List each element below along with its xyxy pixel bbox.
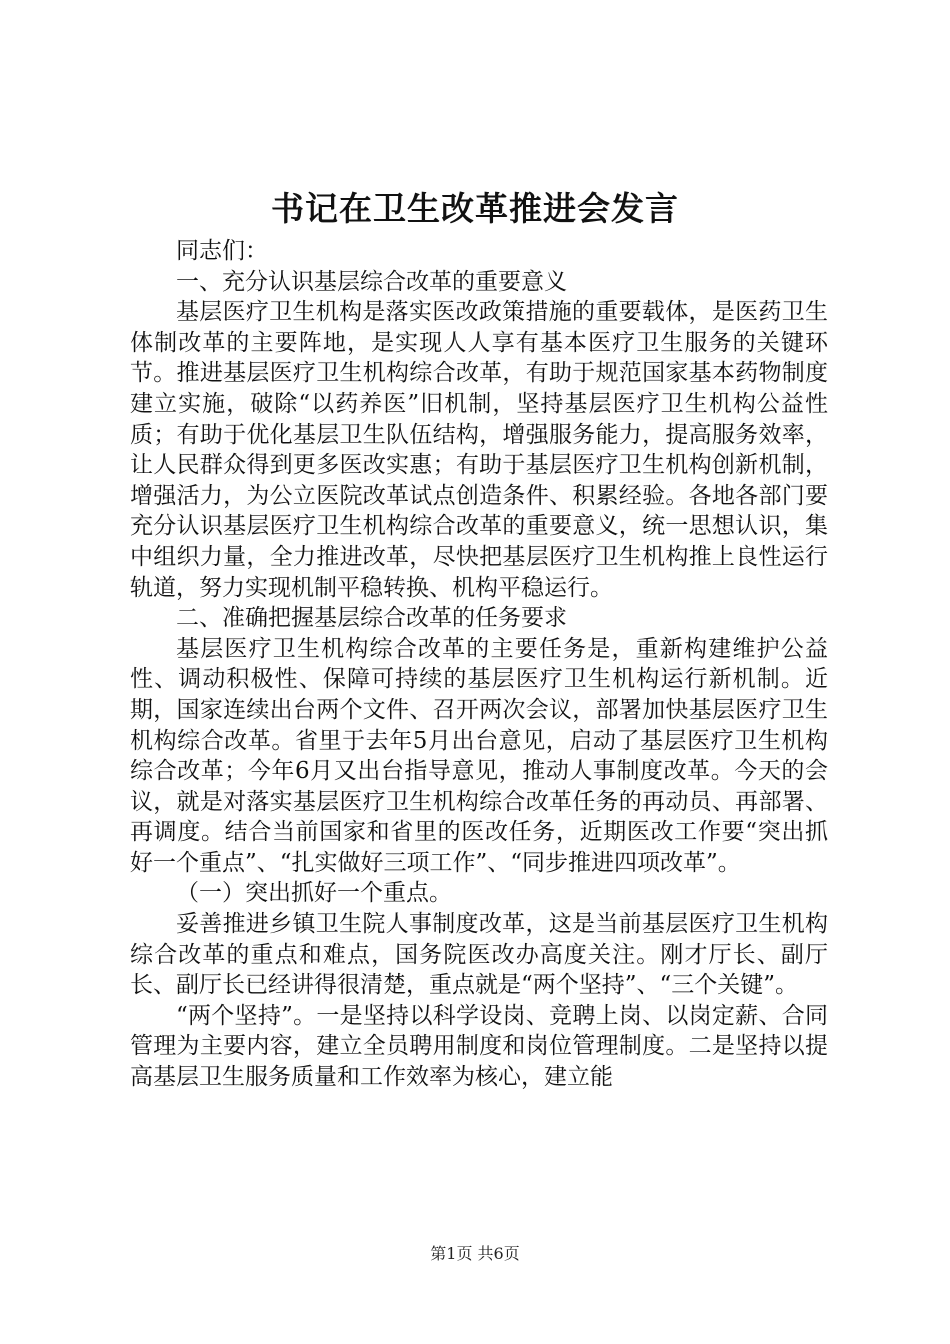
document-body <box>130 236 828 1093</box>
document-title: 书记在卫生改革推进会发言 <box>271 189 679 228</box>
section-heading-2: 二、准确把握基层综合改革的任务要求 <box>176 605 567 632</box>
subsection-heading-1: （一）突出抓好一个重点。 <box>176 880 452 907</box>
section-heading-1: 一、充分认识基层综合改革的重要意义 <box>176 268 567 295</box>
paragraph: 基层医疗卫生机构综合改革的主要任务是，重新构建维护公益性、调动积极性、保障可持续的基层医疗卫生机构运行新机制。近期，国家连续出台两个文件、召开两次会议，部署加快基层医疗卫生机构综合改革。省里于去年5月出台意见，启动了基层医疗卫生机构综合改革；今年6月又出台指导意见，推动人事制度改革。今天的会议，就是对落实基层医疗卫生机构综合改革任务的再动员、再部署、再调度。结合当前国家和省里的医改任务，近期医改工作要“突出抓好一个重点”、“扎实做好三项工作”、“同步推进四项改革”。 <box>130 635 828 876</box>
salutation: 同志们： <box>176 238 268 264</box>
paragraph: “两个坚持”。一是坚持以科学设岗、竞聘上岗、以岗定薪、合同管理为主要内容，建立全员聘用制度和岗位管理制度。二是坚持以提高基层卫生服务质量和工作效率为核心，建立能 <box>130 1002 828 1091</box>
paragraph: 基层医疗卫生机构是落实医改政策措施的重要载体，是医药卫生体制改革的主要阵地，是实现人人享有基本医疗卫生服务的关键环节。推进基层医疗卫生机构综合改革，有助于规范国家基本药物制度建立实施，破除“以药养医”旧机制，坚持基层医疗卫生机构公益性质；有助于优化基层卫生队伍结构，增强服务能力，提高服务效率，让人民群众得到更多医改实惠；有助于基层医疗卫生机构创新机制，增强活力，为公立医院改革试点创造条件、积累经验。各地各部门要充分认识基层医疗卫生机构综合改革的重要意义，统一思想认识，集中组织力量，全力推进改革，尽快把基层医疗卫生机构推上良性运行轨道，努力实现机制平稳转换、机构平稳运行。 <box>130 299 828 601</box>
paragraph: 妥善推进乡镇卫生院人事制度改革，这是当前基层医疗卫生机构综合改革的重点和难点，国务院医改办高度关注。刚才厅长、副厅长、副厅长已经讲得很清楚，重点就是“两个坚持”、“三个关键”。 <box>130 911 828 999</box>
page-footer: 第1页 共6页 <box>430 1244 520 1263</box>
